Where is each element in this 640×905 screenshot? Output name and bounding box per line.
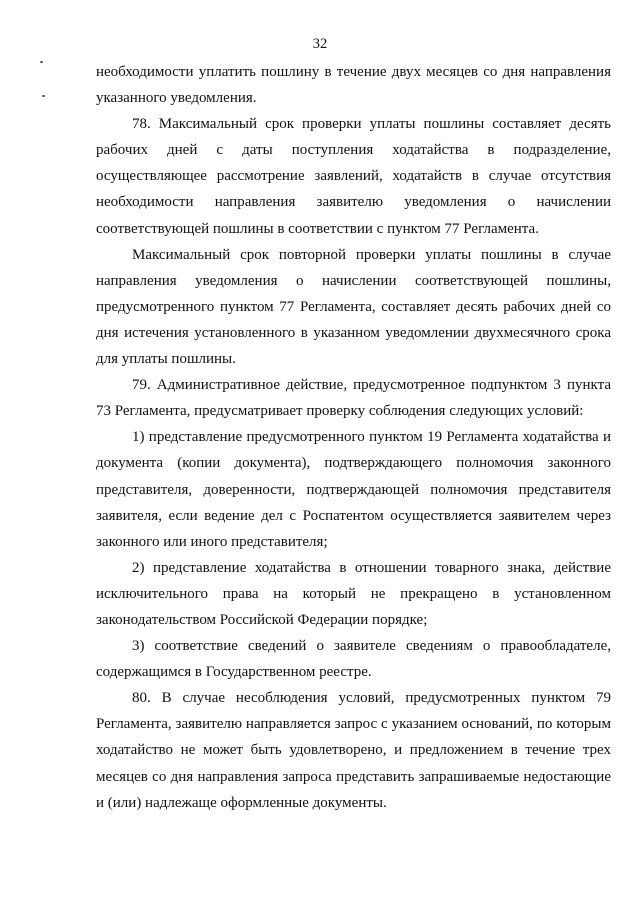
paragraph-79-item-2: 2) представление ходатайства в отношении товарного знака, действие исключительного права на который не прекращено в установленном законодательством Российской Федерации порядке; <box>96 559 611 628</box>
document-body <box>96 59 611 816</box>
paragraph-79: 79. Административное действие, предусмотренное подпунктом 3 пункта 73 Регламента, предусматривает проверку соблюдения следующих условий: <box>96 377 611 420</box>
paragraph-80: 80. В случае несоблюдения условий, предусмотренных пунктом 79 Регламента, заявителю направляется запрос с указанием оснований, по которым ходатайство не может быть удовлетворено, и предложением в течение трех месяцев со дня направления запроса представить запрашиваемые недостающие и (или) надлежаще оформленные документы. <box>96 690 611 811</box>
margin-mark <box>42 95 45 97</box>
paragraph-79-item-1: 1) представление предусмотренного пунктом 19 Регламента ходатайства и документа (копии документа), подтверждающего полномочия законного представителя, доверенности, подтверждающей полномочия представителя заявителя, если ведение дел с Роспатентом осуществляется заявителем через законного или иного представителя; <box>96 429 611 550</box>
paragraph-78-repeat-check: Максимальный срок повторной проверки уплаты пошлины в случае направления уведомления о начислении соответствующей пошлины, предусмотренного пунктом 77 Регламента, составляет десять рабочих дней со дня истечения установленного в указанном уведомлении двухмесячного срока для уплаты пошлины. <box>96 246 611 368</box>
paragraph-78: 78. Максимальный срок проверки уплаты пошлины составляет десять рабочих дней с даты поступления ходатайства в подразделение, осуществляющее рассмотрение заявлений, ходатайств в случае отсутствия необходимости направления заявителю уведомления о начислении соответствующей пошлины в соответствии с пунктом 77 Регламента. <box>96 116 611 237</box>
paragraph-79-item-3: 3) соответствие сведений о заявителе сведениям о правообладателе, содержащимся в Государственном реестре. <box>96 638 611 681</box>
paragraph-continuation: необходимости уплатить пошлину в течение двух месяцев со дня направления указанного уведомления. <box>96 64 611 107</box>
margin-mark <box>40 61 43 63</box>
page-number: 32 <box>312 36 328 52</box>
